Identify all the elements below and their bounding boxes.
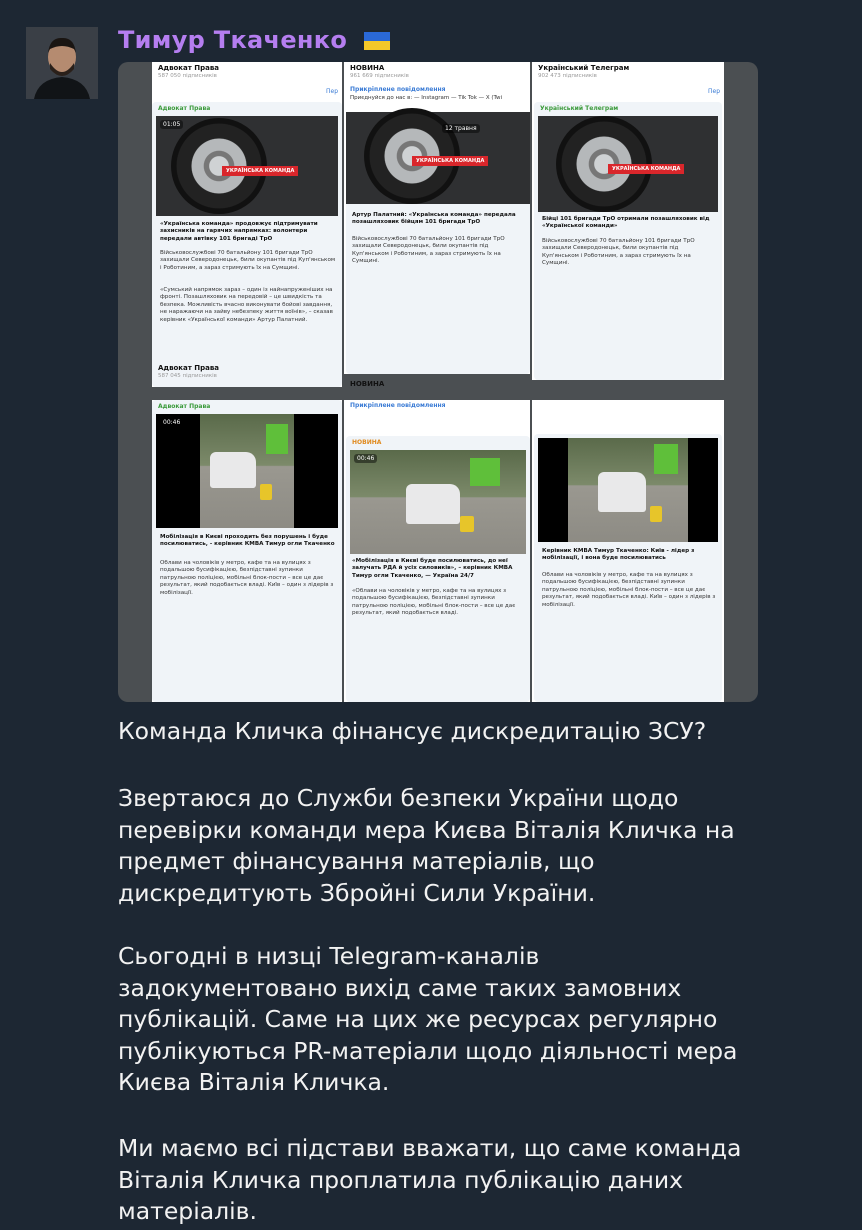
screenshot-subscribers: 961 669 підписників <box>350 73 409 79</box>
post-body: Військовослужбові 70 батальйону 101 бригади ТрО захищали Северодонецьк, били окупантів під Куп'янськом і Роботиним, а зараз стримують їх на Сумщині. <box>352 236 505 265</box>
sender-name[interactable] <box>118 26 390 54</box>
avatar[interactable] <box>26 27 98 99</box>
post-title: Мобілізація в Києві проходить без порушень і буде посилюватись, - керівник КМВА Тимур огли Ткаченко <box>160 534 335 548</box>
post-quote: «Сумський напрямок зараз – один із найнапруженіших на фронті. Позашляховик на передовій – це швидкість та безпека. Можливість вчасно виконувати бойові завдання, не наражаючи на зайву небезпеку життя воїнів», – сказав керівник «Української команди» Артур Палатний. <box>160 287 333 323</box>
post-card <box>152 102 342 387</box>
screenshot-footer-channel: НОВИНА <box>350 380 385 388</box>
avatar-photo <box>26 27 98 99</box>
screenshot-channel-name: Український Телеграм <box>538 64 630 72</box>
post-image: УКРАЇНСЬКА КОМАНДА <box>538 116 718 212</box>
message-photo[interactable] <box>118 62 758 702</box>
post-video <box>350 450 526 554</box>
screenshot-6 <box>532 400 724 702</box>
screenshot-1 <box>152 62 342 387</box>
message-paragraph-4: Ми маємо всі підстави вважати, що саме команда Віталія Кличка проплатила публікацію даних матеріалів. <box>118 1134 749 1225</box>
message-paragraph-3: Сьогодні в низці Telegram-каналів задокументовано вихід саме таких замовних публікацій. Саме на цих же ресурсах регулярно публікуються PR-матеріали щодо діяльності мера Києва Віталія Кличка. <box>118 942 745 1096</box>
post-body: Військовослужбові 70 батальйону 101 бригади ТрО захищали Северодонецьк, били окупантів під Куп'янськом і Роботиним, а зараз стримують їх на Сумщині. <box>160 250 336 271</box>
date-badge: 12 травня <box>442 124 480 133</box>
card-channel-name: Український Телеграм <box>540 105 619 112</box>
translate-link: Пер <box>707 88 720 95</box>
pinned-message-label: Прикріплене повідомлення <box>350 402 446 409</box>
screenshot-5 <box>344 400 530 702</box>
screenshot-subscribers: 902 473 підписників <box>538 73 597 79</box>
screenshot-2 <box>344 62 530 388</box>
screenshot-footer-subs: 587 045 підписників <box>158 373 217 379</box>
post-title: «Мобілізація в Києві буде посилюватись, до неї залучать РДА й усіх силовиків», – керівник КМВА Тимур огли Ткаченко, — Україна 24/7 <box>352 558 513 579</box>
post-video <box>156 414 338 528</box>
card-channel-name: Адвокат Права <box>158 403 211 410</box>
screenshot-subscribers: 587 050 підписників <box>158 73 217 79</box>
video-timestamp: 00:46 <box>160 418 183 427</box>
card-channel-name: НОВИНА <box>352 439 382 446</box>
post-body: Облави на чоловіків у метро, кафе та на вулицях з подальшою бусифікацією, безпідставні зупинки патрульною поліцією, мобільні блок-пости – все це дає результат, який подобається владі. Київ – один з лідерів з мобілізації. <box>542 572 716 608</box>
video-timestamp: 01:05 <box>160 120 183 129</box>
screenshot-channel-name: НОВИНА <box>350 64 385 72</box>
video-timestamp: 00:46 <box>354 454 377 463</box>
card-channel-name: Адвокат Права <box>158 105 211 112</box>
post-body: «Облави на чоловіків у метро, кафе та на вулицях з подальшою бусифікацією, безпідставні зупинки патрульною поліцією, мобільні блок-пости – все це дає результат, який подобається владі. <box>352 588 516 617</box>
pinned-message-label: Прикріплене повідомлення <box>350 86 446 93</box>
sender-name-text: Тимур Ткаченко <box>118 26 348 54</box>
post-card <box>152 400 342 702</box>
post-card <box>534 102 722 380</box>
post-image: УКРАЇНСЬКА КОМАНДА 12 травня <box>346 112 530 204</box>
screenshot-channel-name: Адвокат Права <box>158 64 220 72</box>
screenshot-4 <box>152 400 342 702</box>
message-paragraph-2: Звертаюся до Служби безпеки України щодо перевірки команди мера Києва Віталія Кличка на предмет фінансування матеріалів, що дискредитують Збройні Сили України. <box>118 784 743 907</box>
post-video <box>538 438 718 542</box>
post-body: Військовослужбові 70 батальйону 101 бригади ТрО захищали Северодонецьк, били окупантів під Куп'янськом і Роботиним, а зараз стримують їх на Сумщині. <box>542 238 695 267</box>
pinned-message-text: Приєднуйся до нас в: — Instagram — Tik Tok — X (Twi <box>350 95 503 101</box>
message-paragraph-1: Команда Кличка фінансує дискредитацію ЗСУ? <box>118 717 707 745</box>
post-title: Артур Палатний: «Українська команда» передала позашляховик бійцям 101 бригади ТрО <box>352 212 516 226</box>
post-card <box>346 112 530 374</box>
post-title: Керівник КМВА Тимур Ткаченко: Київ - лідер з мобілізації, і вона буде посилюватись <box>542 548 695 562</box>
screenshot-3 <box>532 62 724 380</box>
post-card <box>534 434 722 702</box>
post-title: Бійці 101 бригади ТрО отримали позашляховик від «Української команди» <box>542 216 710 230</box>
post-card <box>346 436 530 702</box>
screenshot-footer-channel: Адвокат Права <box>158 364 220 372</box>
ukraine-flag-icon <box>364 32 390 50</box>
translate-link: Пер <box>325 88 338 95</box>
post-body: Облави на чоловіків у метро, кафе та на вулицях з подальшою бусифікацією, безпідставні зупинки патрульною поліцією, мобільні блок-пости – все це дає результат, який подобається владі. Київ – один з лідерів з мобілізації. <box>160 560 334 596</box>
post-image: УКРАЇНСЬКА КОМАНДА 01:05 <box>156 116 338 216</box>
post-title: «Українська команда» продовжує підтримувати захисників на гарячих напрямках: волонтери передали автівку 101 бригаді ТрО <box>160 221 318 242</box>
